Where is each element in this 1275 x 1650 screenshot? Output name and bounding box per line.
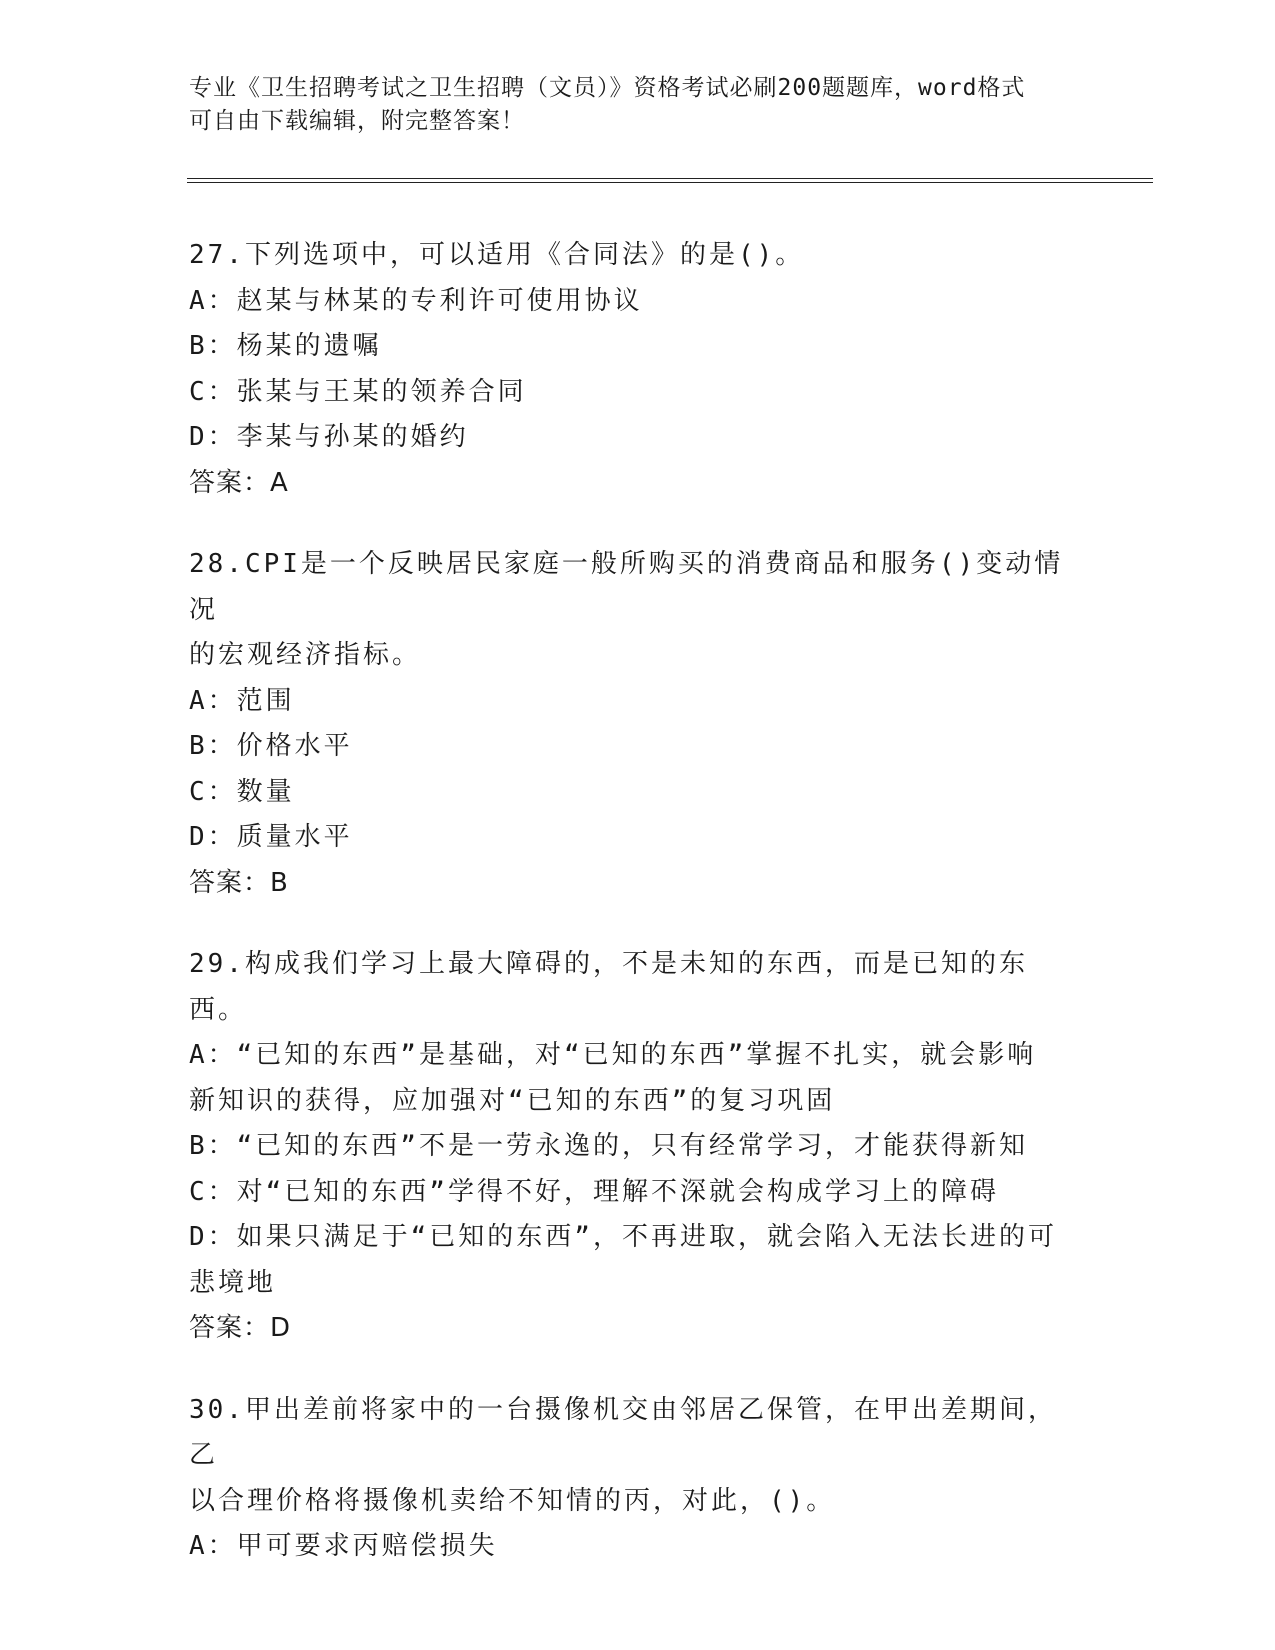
question-stem: 27.下列选项中，可以适用《合同法》的是()。 [189, 240, 805, 270]
option-a: A：范围 [189, 685, 295, 716]
option-a: A：甲可要求丙赔偿损失 [189, 1531, 498, 1561]
question-stem-continued: 以合理价格将摄像机卖给不知情的丙，对此，()。 [189, 1485, 836, 1516]
option-d: D：质量水平 [189, 822, 353, 852]
question-stem-continued: 的宏观经济指标。 [189, 640, 422, 670]
document-header [189, 72, 1069, 138]
question-stem: 28.CPI是一个反映居民家庭一般所购买的消费商品和服务()变动情况 [189, 549, 1064, 625]
option-b: B：价格水平 [189, 731, 353, 761]
answer-label: 答案：B [189, 867, 289, 898]
option-c: C：对“已知的东西”学得不好，理解不深就会构成学习上的障碍 [189, 1176, 999, 1207]
option-c: C：数量 [189, 776, 295, 807]
option-a: A：“已知的东西”是基础，对“已知的东西”掌握不扎实，就会影响 [189, 1040, 1037, 1070]
option-b: B：“已知的东西”不是一劳永逸的，只有经常学习，才能获得新知 [189, 1131, 1028, 1161]
option-d: D：如果只满足于“已知的东西”，不再进取，就会陷入无法长进的可 [189, 1222, 1057, 1252]
answer-label: 答案：A [189, 467, 289, 498]
option-d: D：李某与孙某的婚约 [189, 422, 469, 452]
question-stem: 30.甲出差前将家中的一台摄像机交由邻居乙保管，在甲出差期间，乙 [189, 1394, 1057, 1470]
question-list [189, 233, 1069, 1606]
option-b: B：杨某的遗嘱 [189, 331, 382, 361]
answer-label: 答案：D [189, 1313, 292, 1343]
header-divider [187, 178, 1153, 183]
header-line-2: 可自由下载编辑，附完整答案！ [189, 108, 525, 134]
question-28 [189, 542, 1069, 906]
option-a-continued: 新知识的获得，应加强对“已知的东西”的复习巩固 [189, 1085, 836, 1116]
question-29 [189, 942, 1069, 1352]
question-stem: 29.构成我们学习上最大障碍的，不是未知的东西，而是已知的东西。 [189, 949, 1028, 1025]
option-a: A：赵某与林某的专利许可使用协议 [189, 285, 643, 316]
question-27 [189, 233, 1069, 506]
question-30 [189, 1388, 1069, 1570]
header-line-1: 专业《卫生招聘考试之卫生招聘（文员）》资格考试必刷200题题库，word格式 [189, 75, 1026, 101]
option-d-continued: 悲境地 [189, 1267, 277, 1298]
option-c: C：张某与王某的领养合同 [189, 376, 527, 407]
